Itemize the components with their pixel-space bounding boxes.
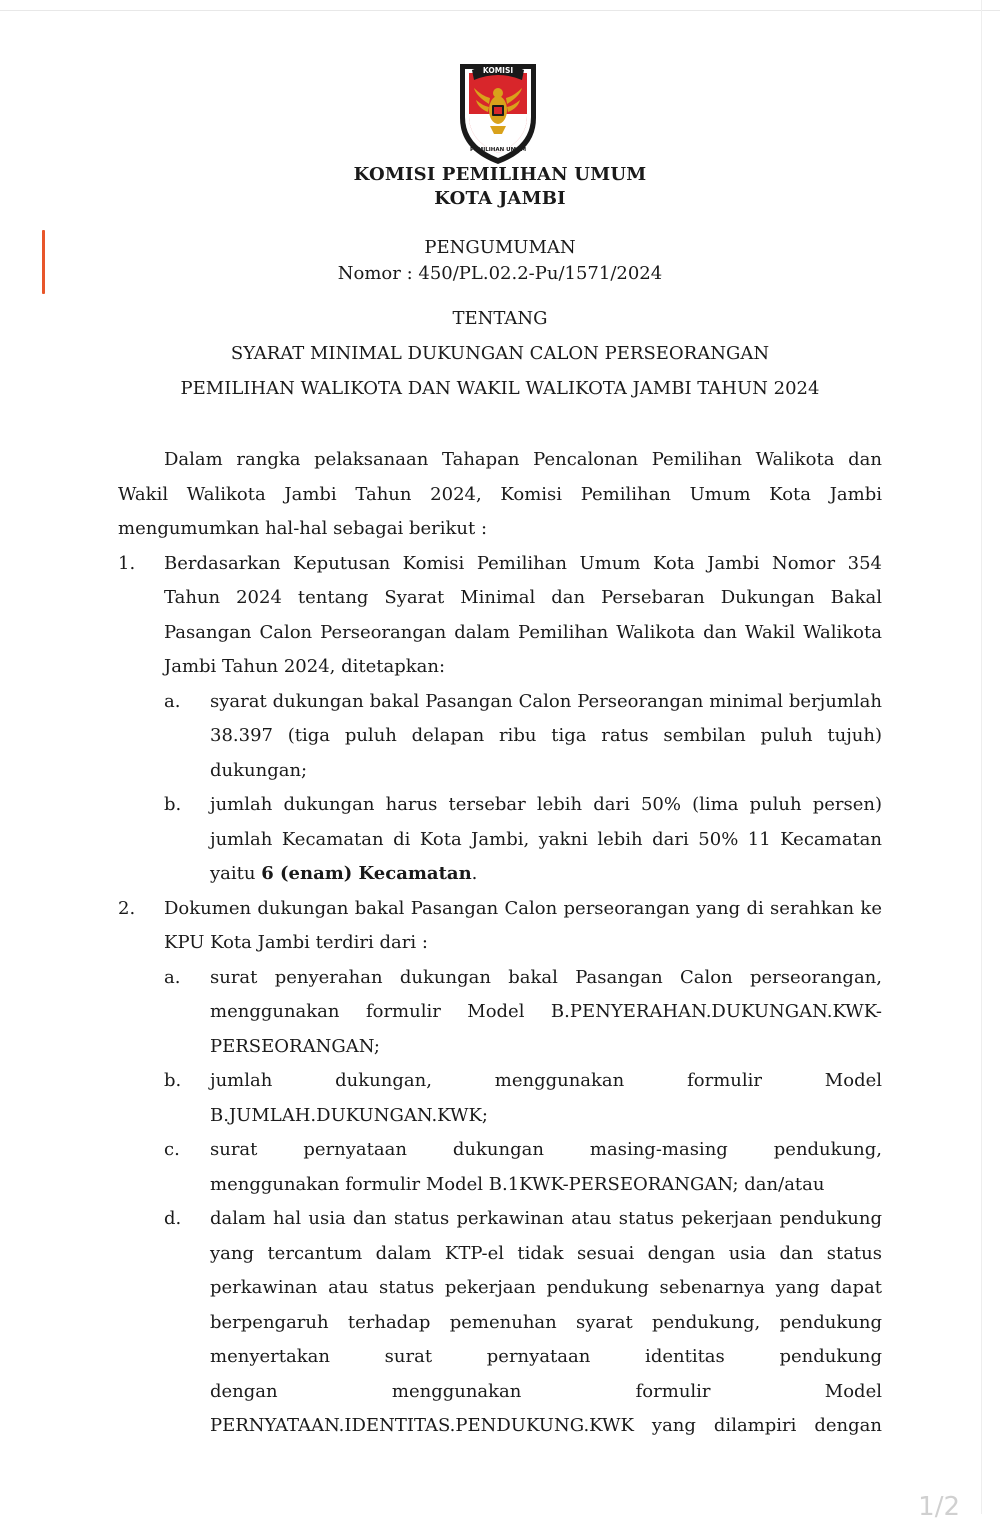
- sub-item-letter: b.: [164, 794, 182, 815]
- sub-item-text: surat pernyataan dukungan masing-masing pendukung, menggunakan formulir Model B.1KWK-PERSEORANGAN; dan/atau: [210, 1139, 882, 1195]
- item-text: Berdasarkan Keputusan Komisi Pemilihan Umum Kota Jambi Nomor 354 Tahun 2024 tentang Syarat Minimal dan Persebaran Dukungan Bakal Pasangan Calon Perseorangan dalam Pemilihan Walikota dan Wakil Walikota Jambi Tahun 2024, ditetapkan:: [164, 552, 882, 677]
- list-item: [118, 892, 882, 1444]
- sub-item: [164, 1064, 882, 1133]
- announcement-number: Nomor : 450/PL.02.2-Pu/1571/2024: [337, 263, 663, 284]
- sub-item: [164, 1202, 882, 1444]
- item-number: 1.: [118, 552, 136, 574]
- document-body: [118, 443, 882, 1444]
- page-edge: [981, 0, 982, 1514]
- top-divider: [0, 10, 1000, 11]
- page-indicator: 1/2: [918, 1492, 960, 1522]
- sub-item-letter: c.: [164, 1139, 180, 1160]
- sub-item-text: surat penyerahan dukungan bakal Pasangan Calon perseorangan, menggunakan formulir Model B.PENYERAHAN.DUKUNGAN.KWK-PERSEORANGAN;: [210, 966, 882, 1057]
- sub-item-letter: d.: [164, 1208, 182, 1229]
- sub-item-text: jumlah dukungan harus tersebar lebih dari 50% (lima puluh persen) jumlah Kecamatan di Kota Jambi, yakni lebih dari 50% 11 Kecamatan yaitu 6 (enam) Kecamatan.: [210, 794, 882, 884]
- logo-text-bottom: PEMILIHAN UMUM: [469, 147, 527, 153]
- item-number: 2.: [118, 897, 136, 919]
- item-text: Dokumen dukungan bakal Pasangan Calon perseorangan yang di serahkan ke KPU Kota Jambi terdiri dari :: [164, 897, 882, 953]
- kpu-logo: [450, 56, 546, 168]
- sub-item: [164, 788, 882, 892]
- bold-emphasis: 6 (enam) Kecamatan: [261, 863, 472, 884]
- logo-text-top: KOMISI: [482, 66, 514, 75]
- sub-item: [164, 961, 882, 1065]
- sub-item-text: dalam hal usia dan status perkawinan atau status pekerjaan pendukung yang tercantum dalam KTP-el tidak sesuai dengan usia dan status perkawinan atau status pekerjaan pendukung sebenarnya yang dapat berpengaruh terhadap pemenuhan syarat pendukung, pendukung menyertakan surat pernyataan identitas pendukung dengan menggunakan formulir Model PERNYATAAN.IDENTITAS.PENDUKUNG.KWK yang dilampiri dengan: [210, 1208, 882, 1436]
- org-name: KOMISI PEMILIHAN UMUM: [353, 164, 647, 185]
- sub-item-letter: a.: [164, 690, 181, 712]
- tentang-heading: TENTANG: [452, 308, 548, 329]
- title-line-1: SYARAT MINIMAL DUKUNGAN CALON PERSEORANGAN: [230, 343, 770, 364]
- org-city: KOTA JAMBI: [434, 188, 566, 209]
- intro-paragraph: Dalam rangka pelaksanaan Tahapan Pencalonan Pemilihan Walikota dan Wakil Walikota Jambi Tahun 2024, Komisi Pemilihan Umum Kota Jambi mengumumkan hal-hal sebagai berikut :: [118, 449, 882, 539]
- sub-item-text: syarat dukungan bakal Pasangan Calon Perseorangan minimal berjumlah 38.397 (tiga puluh delapan ribu tiga ratus sembilan puluh tujuh) dukungan;: [210, 690, 882, 781]
- sub-item: [164, 685, 882, 789]
- list-item: [118, 547, 882, 892]
- sub-item-letter: b.: [164, 1070, 182, 1091]
- sub-item: [164, 1133, 882, 1202]
- sub-item-text: jumlah dukungan, menggunakan formulir Model B.JUMLAH.DUKUNGAN.KWK;: [210, 1070, 882, 1126]
- sub-item-letter: a.: [164, 966, 181, 988]
- announcement-label: PENGUMUMAN: [424, 237, 576, 258]
- title-line-2: PEMILIHAN WALIKOTA DAN WAKIL WALIKOTA JAMBI TAHUN 2024: [180, 378, 820, 399]
